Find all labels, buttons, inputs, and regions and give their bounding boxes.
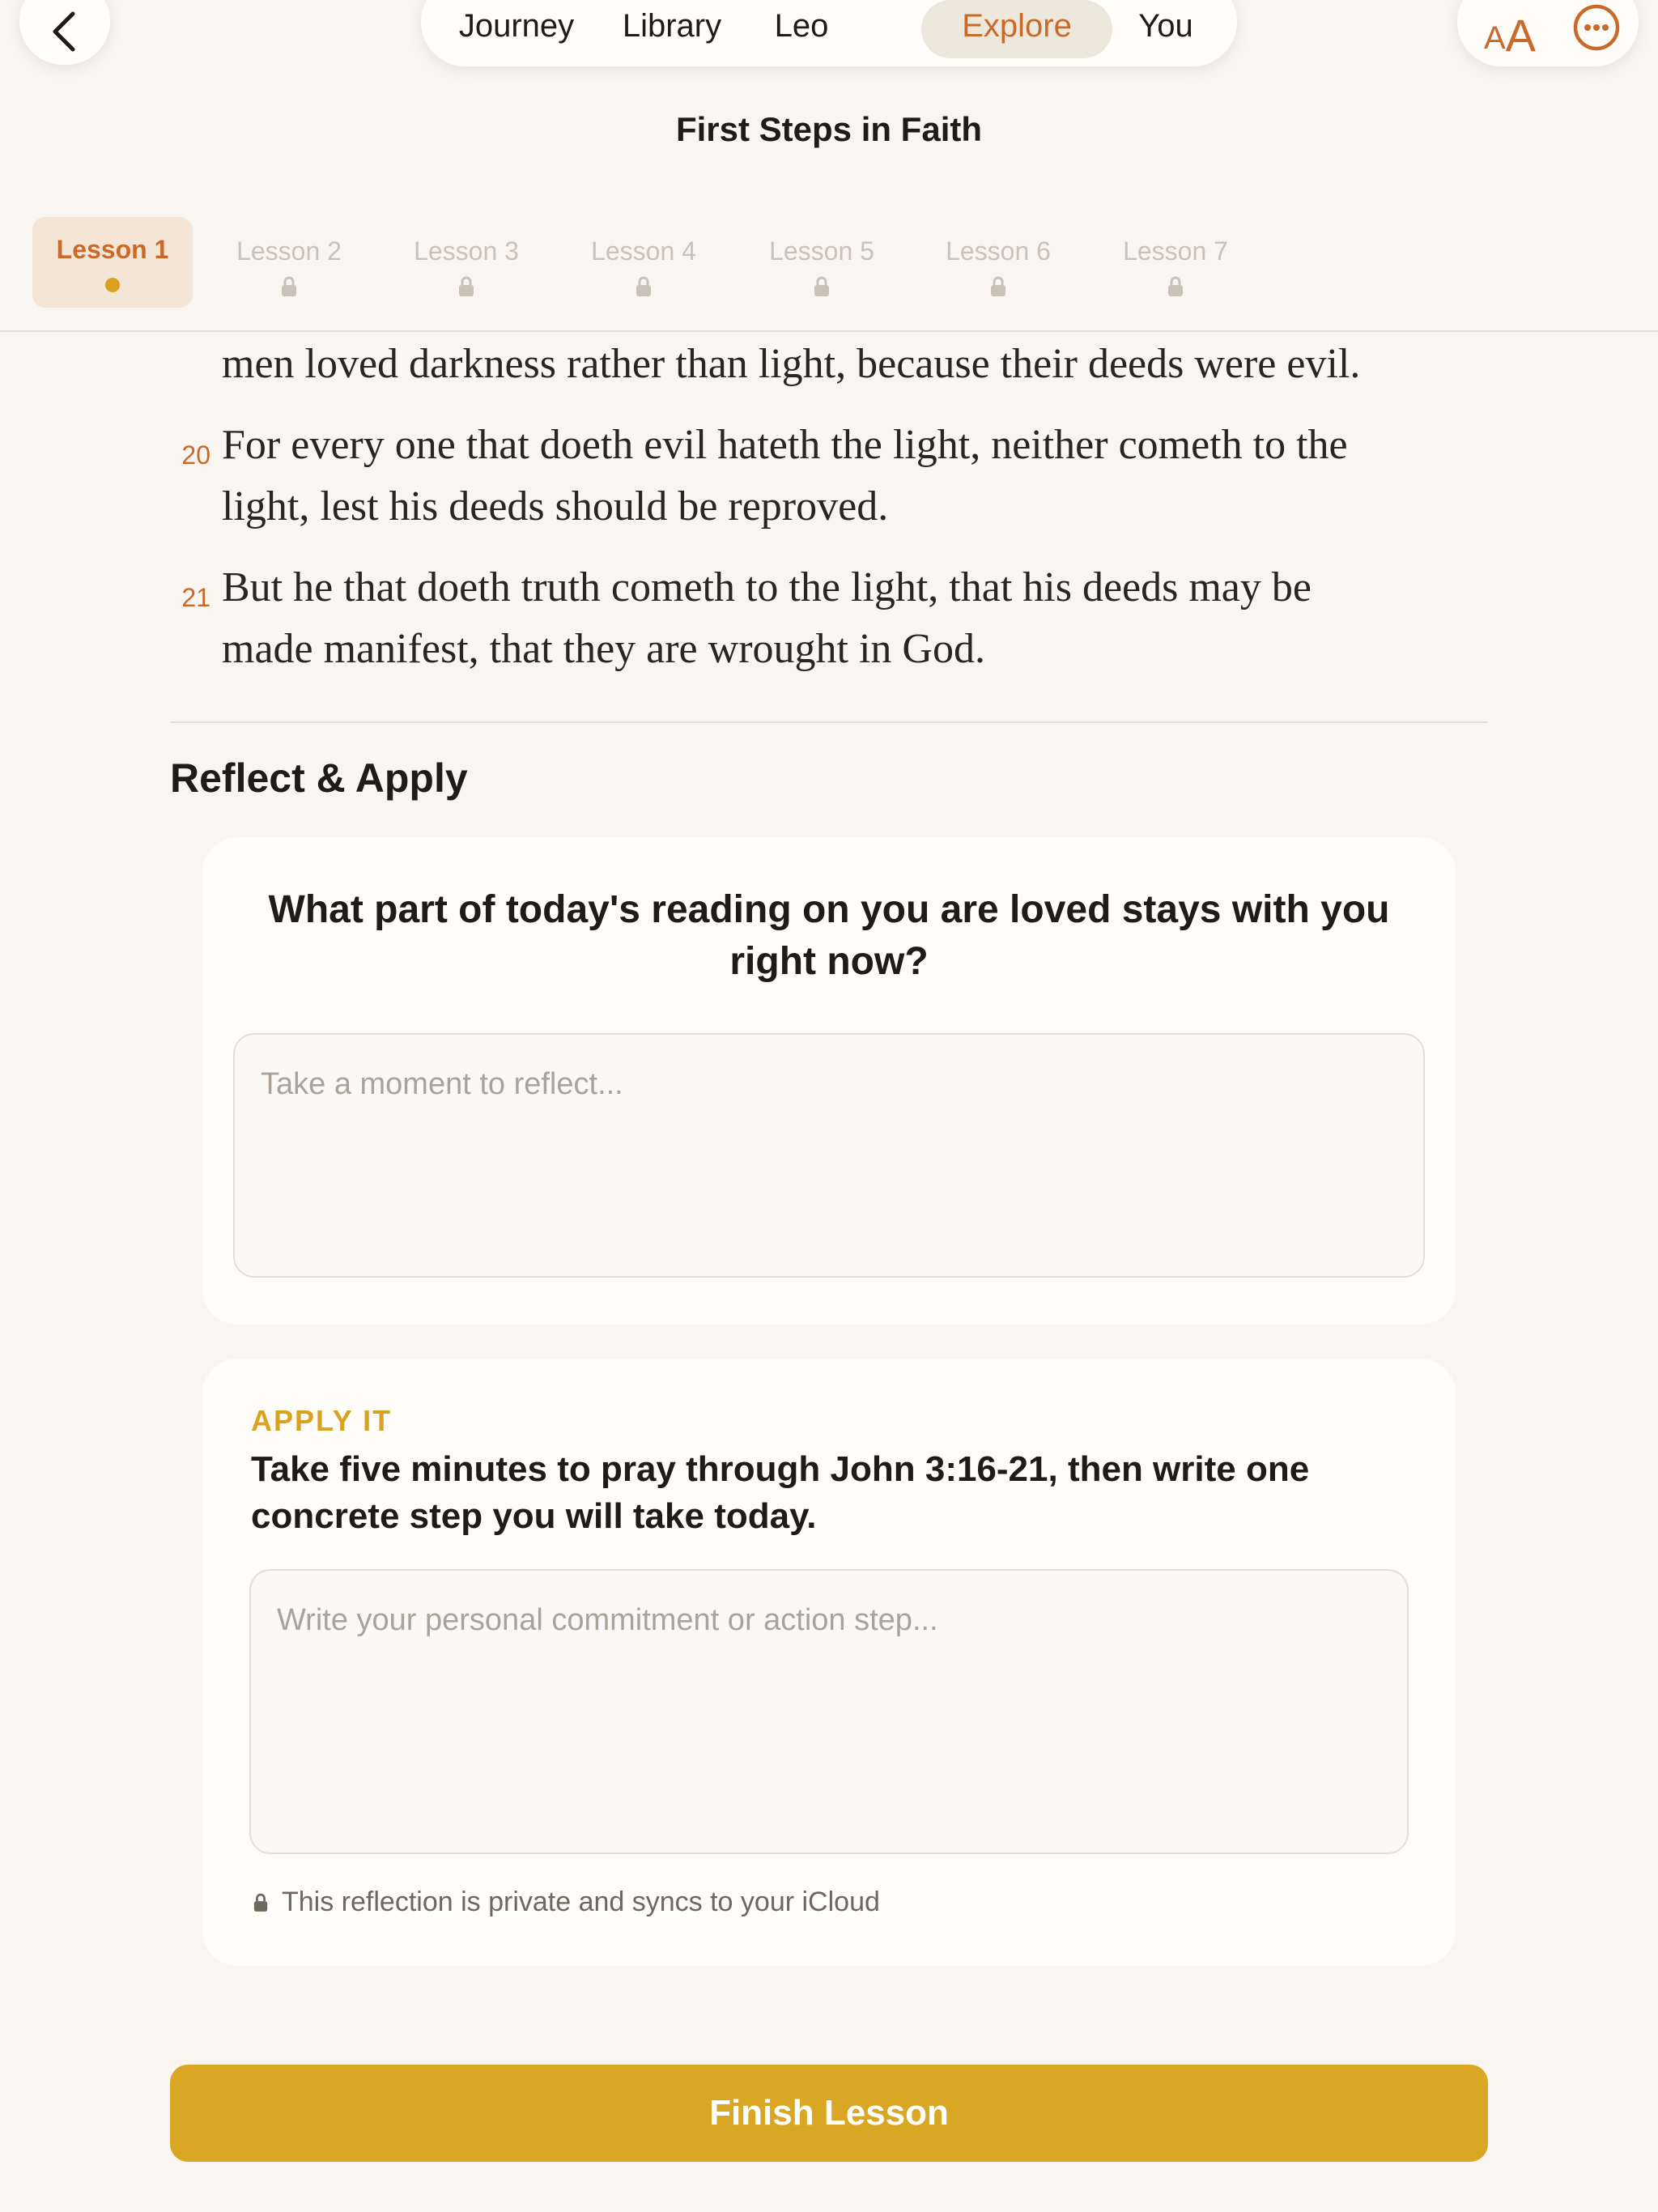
verse-number: 21	[181, 583, 210, 612]
tab-you[interactable]: You	[1138, 8, 1193, 44]
actions-pill	[1457, 0, 1639, 66]
ellipsis-circle-icon	[1571, 2, 1622, 53]
lesson-tab-label: Lesson 2	[236, 236, 342, 266]
lock-icon	[813, 276, 831, 297]
reflection-question: What part of today's reading on you are loved stays with you right now?	[268, 888, 1390, 983]
verse-20	[222, 415, 1485, 538]
verse-line: For every one that doeth evil hateth the light, neither cometh to the	[222, 422, 1348, 468]
lesson-tab-label: Lesson 7	[1123, 236, 1228, 266]
lock-icon	[989, 276, 1007, 297]
verse-line: But he that doeth truth cometh to the light, that his deeds may be	[222, 564, 1312, 610]
font-size-small-glyph: A	[1483, 20, 1506, 56]
lesson-tab-label: Lesson 1	[56, 235, 169, 264]
lock-icon	[457, 276, 475, 297]
chevron-left-icon	[49, 11, 81, 53]
privacy-note	[253, 1887, 880, 1918]
verse-continuation	[222, 334, 1485, 395]
lesson-tabs	[0, 217, 1658, 330]
tab-explore[interactable]: Explore	[921, 0, 1112, 58]
tab-journey[interactable]: Journey	[458, 8, 575, 44]
tab-library[interactable]: Library	[622, 8, 722, 44]
privacy-text: This reflection is private and syncs to your iCloud	[282, 1887, 880, 1917]
verse-number: 20	[181, 440, 210, 470]
reflection-input[interactable]	[233, 1033, 1425, 1278]
reflection-card	[202, 837, 1456, 1325]
more-button[interactable]	[1571, 2, 1627, 58]
font-size-button[interactable]	[1473, 0, 1546, 61]
back-button[interactable]	[19, 0, 110, 65]
lesson-tab-7[interactable]	[1095, 217, 1256, 308]
verse-line: made manifest, that they are wrought in God.	[222, 626, 985, 672]
lock-icon	[635, 276, 653, 297]
lesson-tab-label: Lesson 5	[769, 236, 874, 266]
lesson-tab-6[interactable]	[918, 217, 1078, 308]
lesson-tab-label: Lesson 6	[946, 236, 1051, 266]
section-divider	[170, 721, 1488, 723]
lesson-tab-label: Lesson 4	[591, 236, 696, 266]
lesson-tab-3[interactable]	[386, 217, 546, 308]
main-nav	[421, 0, 1237, 66]
apply-kicker: APPLY IT	[251, 1404, 393, 1437]
apply-prompt: Take five minutes to pray through John 3:16-21, then write one concrete step you will take today.	[251, 1449, 1310, 1536]
tabs-divider	[0, 330, 1658, 332]
lesson-tab-label: Lesson 3	[414, 236, 519, 266]
finish-lesson-button[interactable]: Finish Lesson	[170, 2065, 1488, 2162]
verse-line: light, lest his deeds should be reproved.	[222, 483, 889, 530]
lesson-tab-1[interactable]	[32, 217, 193, 308]
verse-line: men loved darkness rather than light, because their deeds were evil.	[222, 341, 1361, 387]
font-size-big-glyph: A	[1505, 10, 1537, 61]
verse-21	[222, 557, 1485, 680]
commitment-input[interactable]	[249, 1569, 1409, 1854]
lock-icon	[1167, 276, 1184, 297]
lock-icon	[280, 276, 298, 297]
tab-leo[interactable]: Leo	[774, 8, 829, 44]
lock-icon	[253, 1892, 269, 1913]
page-title: First Steps in Faith	[675, 110, 983, 148]
section-heading: Reflect & Apply	[170, 755, 468, 801]
apply-card	[202, 1359, 1456, 1966]
lesson-tab-4[interactable]	[563, 217, 724, 308]
lesson-tab-5[interactable]	[742, 217, 902, 308]
current-lesson-dot	[105, 278, 120, 292]
lesson-tab-2[interactable]	[209, 217, 369, 308]
